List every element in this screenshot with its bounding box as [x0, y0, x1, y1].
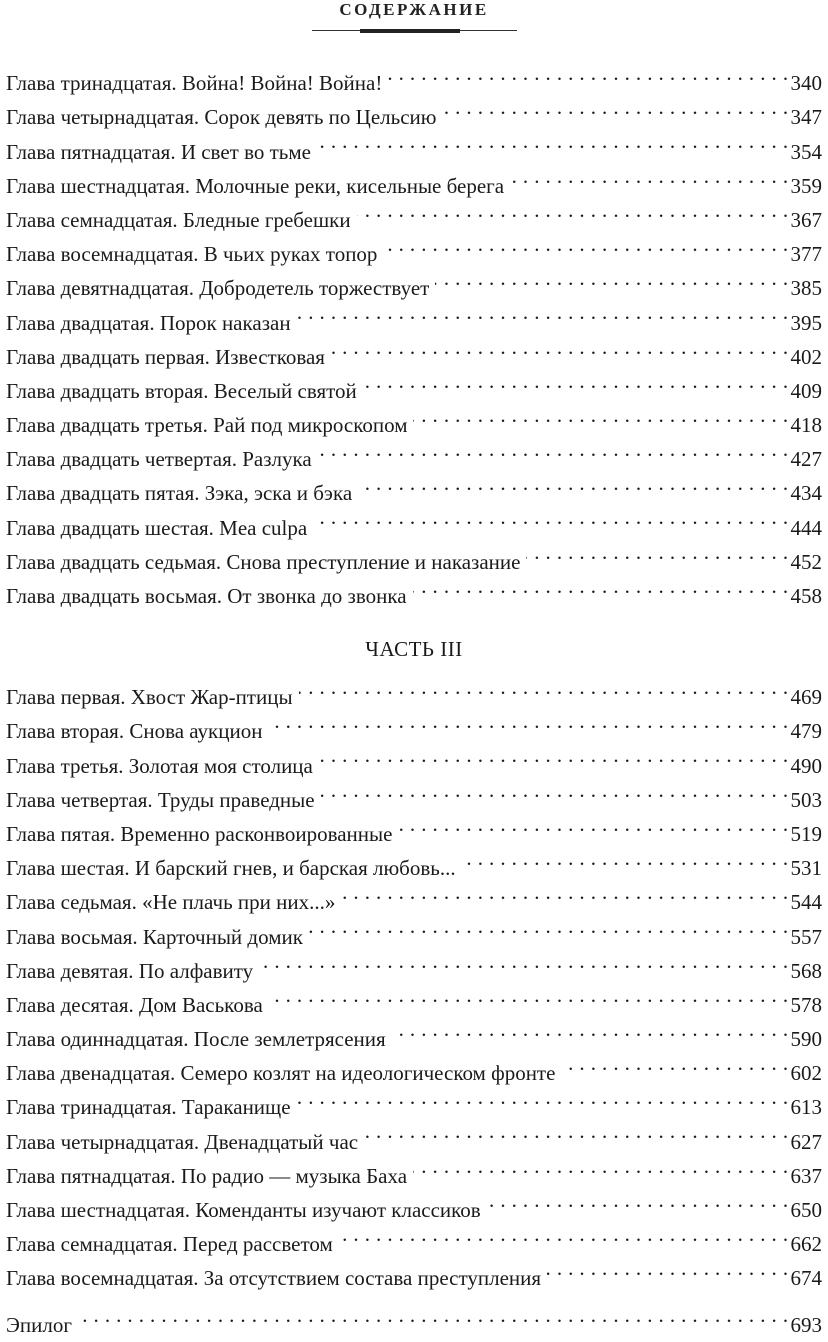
toc-entry-title: Глава шестнадцатая. Молочные реки, кисельные берега: [6, 173, 505, 198]
title-underline-bar: [360, 29, 460, 33]
toc-entry[interactable]: [6, 398, 822, 438]
toc-entry-title: Глава восемнадцатая. В чьих руках топор: [6, 242, 378, 267]
toc-entry-title: Глава одиннадцатая. После землетрясения: [6, 1027, 386, 1052]
toc-entry-page: 458: [790, 584, 822, 608]
toc-leader-dots: [462, 841, 789, 875]
toc-entry-title: Эпилог: [6, 1313, 72, 1338]
toc-leader-dots: [299, 670, 789, 704]
toc-entry-title: Глава первая. Хвост Жар-птицы: [6, 685, 293, 710]
toc-entry-page: 377: [790, 242, 822, 267]
toc-entry-page: 627: [790, 1129, 822, 1154]
toc-entry-title: Глава четвертая. Труды праведные: [6, 787, 315, 812]
toc-entry-title: Глава десятая. Дом Васькова: [6, 992, 263, 1017]
toc-entry[interactable]: [6, 535, 822, 574]
toc-entry-title: Глава пятнадцатая. По радио — музыка Баха: [6, 1163, 408, 1188]
toc-leader-dots: [363, 364, 789, 398]
toc-leader-dots: [435, 261, 788, 295]
toc-entry-page: 409: [790, 378, 822, 403]
toc-entry-title: Глава вторая. Снова аукцион: [6, 719, 263, 744]
toc-leader-dots: [321, 773, 789, 807]
toc-entry[interactable]: [6, 1149, 822, 1188]
toc-entry-page: 578: [790, 992, 822, 1017]
toc-entry[interactable]: [6, 330, 822, 369]
toc-leader-dots: [78, 1298, 789, 1332]
toc-entry[interactable]: [6, 1046, 822, 1086]
toc-leader-dots: [269, 978, 789, 1012]
toc-leader-dots: [442, 90, 788, 124]
toc-entry[interactable]: [6, 944, 822, 983]
toc-entry[interactable]: [6, 738, 822, 778]
toc-entry-title: Глава двадцать третья. Рай под микроскопом: [6, 413, 408, 438]
toc-leader-dots: [398, 807, 788, 841]
toc-entry-page: 544: [790, 890, 822, 915]
toc-entry-title: Глава двадцать первая. Известковая: [6, 344, 325, 369]
toc-entry-page: 347: [790, 105, 822, 130]
toc-entry-title: Глава пятая. Временно расконвоированные: [6, 821, 393, 846]
toc-entry-page: 402: [790, 344, 822, 369]
toc-list-part-2: [6, 56, 822, 608]
toc-leader-dots: [413, 1149, 788, 1183]
toc-entry-title: Глава третья. Золотая моя столица: [6, 753, 313, 778]
toc-leader-dots: [487, 1183, 789, 1217]
toc-entry-title: Глава шестая. И барский гнев, и барская любовь...: [6, 856, 456, 881]
toc-entry-title: Глава пятнадцатая. И свет во тьме: [6, 139, 311, 164]
toc-entry[interactable]: [6, 1080, 822, 1120]
toc-leader-dots: [383, 227, 788, 261]
toc-entry[interactable]: [6, 500, 822, 540]
toc-leader-dots: [309, 909, 789, 943]
toc-entry-title: Глава восьмая. Карточный домик: [6, 924, 303, 949]
toc-leader-dots: [331, 330, 789, 364]
toc-entry-title: Глава двадцать пятая. Зэка, эска и бэка: [6, 481, 353, 506]
toc-entry-title: Глава семнадцатая. Перед рассветом: [6, 1232, 333, 1257]
toc-entry-title: Глава двадцать шестая. Mea culpa: [6, 515, 308, 540]
toc-entry-page: 444: [790, 515, 822, 540]
toc-entry-page: 434: [790, 481, 822, 506]
toc-entry[interactable]: [6, 773, 822, 812]
toc-entry-page: 503: [790, 787, 822, 812]
toc-entry-title: Глава двадцать седьмая. Снова преступление и наказание: [6, 549, 521, 574]
toc-entry-page: 568: [790, 958, 822, 983]
toc-entry-epilogue[interactable]: [6, 1298, 822, 1338]
toc-leader-dots: [413, 398, 788, 432]
toc-leader-dots: [259, 944, 788, 978]
toc-leader-dots: [364, 1114, 788, 1148]
toc-entry-title: Глава восемнадцатая. За отсутствием состава преступления: [6, 1266, 542, 1291]
toc-entry[interactable]: [6, 227, 822, 267]
page-title: СОДЕРЖАНИЕ: [339, 0, 489, 19]
toc-entry-title: Глава шестнадцатая. Коменданты изучают классиков: [6, 1198, 481, 1222]
toc-entry[interactable]: [6, 295, 822, 335]
toc-entry-page: 590: [790, 1027, 822, 1052]
toc-entry-title: Глава четырнадцатая. Двенадцатый час: [6, 1129, 359, 1154]
toc-leader-dots: [319, 738, 789, 772]
toc-leader-dots: [561, 1046, 788, 1080]
toc-entry[interactable]: [6, 841, 822, 881]
toc-leader-dots: [547, 1251, 788, 1285]
toc-entry-page: 519: [790, 821, 822, 846]
toc-entry[interactable]: [6, 466, 822, 506]
toc-entry-page: 385: [790, 276, 822, 301]
toc-entry-page: 340: [790, 71, 822, 96]
toc-leader-dots: [358, 466, 788, 500]
toc-entry-title: Глава тринадцатая. Война! Война! Война!: [6, 71, 383, 96]
toc-entry-page: 650: [790, 1198, 822, 1222]
toc-entry[interactable]: [6, 1251, 822, 1291]
toc-entry-title: Глава тринадцатая. Тараканище: [6, 1095, 291, 1120]
toc-entry-page: 367: [790, 207, 822, 232]
toc-entry[interactable]: [6, 569, 822, 608]
toc-entry-page: 469: [790, 685, 822, 710]
toc-entry-page: 490: [790, 753, 822, 778]
toc-entry-title: Глава двадцать четвертая. Разлука: [6, 447, 312, 472]
toc-entry-page: 637: [790, 1163, 822, 1188]
toc-entry-page: 479: [790, 719, 822, 744]
toc-leader-dots: [341, 875, 788, 909]
toc-entry-title: Глава двадцать вторая. Веселый святой: [6, 378, 357, 403]
part-heading: ЧАСТЬ III: [365, 637, 463, 661]
toc-entry[interactable]: [6, 875, 822, 915]
toc-entry[interactable]: [6, 807, 822, 846]
toc-entry-page: 662: [790, 1232, 822, 1257]
toc-entry[interactable]: [6, 1217, 822, 1257]
toc-leader-dots: [413, 569, 789, 603]
toc-leader-dots: [392, 1012, 789, 1046]
toc-entry-page: 674: [790, 1266, 822, 1291]
toc-entry[interactable]: [6, 364, 822, 403]
toc-entry[interactable]: [6, 1183, 822, 1222]
toc-leader-dots: [526, 535, 788, 569]
toc-leader-dots: [357, 193, 789, 227]
toc-entry-page: 613: [790, 1095, 822, 1120]
toc-entry-page: 557: [790, 924, 822, 949]
toc-entry[interactable]: [6, 159, 822, 198]
toc-entry-page: 418: [790, 413, 822, 438]
toc-entry[interactable]: [6, 193, 822, 232]
toc-entry-page: 427: [790, 447, 822, 472]
toc-entry-title: Глава четырнадцатая. Сорок девять по Цельсию: [6, 105, 437, 130]
toc-leader-dots: [313, 500, 788, 534]
toc-entry-title: Глава девятая. По алфавиту: [6, 958, 254, 983]
toc-entry[interactable]: [6, 1012, 822, 1052]
toc-entry-title: Глава девятнадцатая. Добродетель торжествует: [6, 276, 430, 301]
toc-entry[interactable]: [6, 261, 822, 301]
toc-entry[interactable]: [6, 670, 822, 710]
toc-list-epilogue: [6, 1298, 822, 1338]
toc-leader-dots: [510, 159, 788, 193]
toc-entry[interactable]: [6, 909, 822, 949]
toc-entry-title: Глава седьмая. «Не плачь при них...»: [6, 890, 336, 915]
toc-entry[interactable]: [6, 978, 822, 1017]
toc-entry-title: Глава двадцатая. Порок наказан: [6, 310, 291, 335]
toc-entry[interactable]: [6, 90, 822, 130]
toc-leader-dots: [297, 295, 789, 329]
toc-leader-dots: [339, 1217, 789, 1251]
toc-entry-page: 354: [790, 139, 822, 164]
toc-entry-page: 602: [790, 1061, 822, 1086]
toc-entry-page: 395: [790, 310, 822, 335]
toc-list-part-3: [6, 670, 822, 1291]
toc-leader-dots: [318, 432, 789, 466]
toc-entry-page: 693: [790, 1313, 822, 1338]
toc-entry-title: Глава семнадцатая. Бледные гребешки: [6, 207, 351, 232]
page-header: [0, 0, 828, 40]
toc-leader-dots: [297, 1080, 789, 1114]
toc-entry-page: 359: [790, 173, 822, 198]
toc-entry-title: Глава двадцать восьмая. От звонка до звонка: [6, 584, 407, 608]
toc-leader-dots: [388, 56, 788, 90]
toc-entry[interactable]: [6, 56, 822, 96]
toc-entry[interactable]: [6, 704, 822, 744]
toc-entry-page: 452: [790, 549, 822, 574]
toc-entry-title: Глава двенадцатая. Семеро козлят на идеологическом фронте: [6, 1061, 556, 1086]
toc-entry-page: 531: [790, 856, 822, 881]
toc-entry[interactable]: [6, 1114, 822, 1154]
toc-leader-dots: [268, 704, 788, 738]
toc-leader-dots: [317, 124, 789, 158]
toc-entry[interactable]: [6, 432, 822, 472]
toc-entry[interactable]: [6, 124, 822, 164]
